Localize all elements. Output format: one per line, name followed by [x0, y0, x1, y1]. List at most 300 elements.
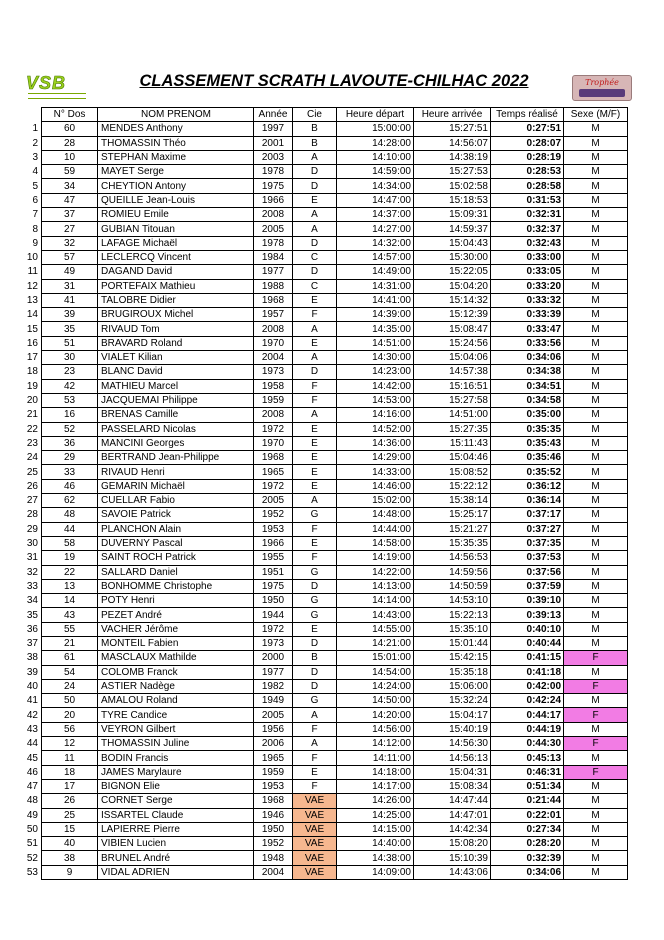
table-row: [12, 465, 628, 479]
dos-number: 19: [42, 551, 98, 565]
dos-number: 61: [42, 651, 98, 665]
trophy-logo-text: Trophée: [585, 78, 619, 87]
runner-name: THOMASSIN Théo: [98, 136, 254, 150]
finish-time: 15:10:39: [414, 851, 491, 865]
birth-year: 1977: [254, 265, 293, 279]
elapsed-time: 0:32:31: [491, 208, 564, 222]
category: A: [293, 494, 337, 508]
birth-year: 2006: [254, 737, 293, 751]
birth-year: 1953: [254, 779, 293, 793]
birth-year: 2008: [254, 408, 293, 422]
runner-name: RIVAUD Henri: [98, 465, 254, 479]
runner-name: QUEILLE Jean-Louis: [98, 193, 254, 207]
finish-time: 15:18:53: [414, 193, 491, 207]
col-header-arrivee: Heure arrivée: [414, 108, 491, 122]
table-row: [12, 837, 628, 851]
finish-time: 15:38:14: [414, 494, 491, 508]
runner-name: ROMIEU Emile: [98, 208, 254, 222]
col-header-dos: N° Dos: [42, 108, 98, 122]
runner-name: JACQUEMAI Philippe: [98, 393, 254, 407]
category: G: [293, 608, 337, 622]
table-row: [12, 565, 628, 579]
runner-name: TALOBRE Didier: [98, 293, 254, 307]
dos-number: 27: [42, 222, 98, 236]
elapsed-time: 0:35:43: [491, 436, 564, 450]
elapsed-time: 0:33:32: [491, 293, 564, 307]
birth-year: 1958: [254, 379, 293, 393]
table-row: [12, 608, 628, 622]
finish-time: 15:22:13: [414, 608, 491, 622]
col-header-sexe: Sexe (M/F): [564, 108, 628, 122]
table-row: [12, 179, 628, 193]
start-time: 14:49:00: [337, 265, 414, 279]
sex: M: [564, 208, 628, 222]
row-rank: 46: [26, 766, 38, 778]
sex: M: [564, 508, 628, 522]
birth-year: 1972: [254, 622, 293, 636]
finish-time: 15:27:58: [414, 393, 491, 407]
runner-name: CORNET Serge: [98, 794, 254, 808]
row-rank: 33: [26, 580, 38, 592]
col-header-depart: Heure départ: [337, 108, 414, 122]
row-rank: 21: [26, 409, 38, 421]
finish-time: 14:51:00: [414, 408, 491, 422]
sex: M: [564, 479, 628, 493]
runner-name: LECLERCQ Vincent: [98, 250, 254, 264]
elapsed-time: 0:32:37: [491, 222, 564, 236]
start-time: 14:29:00: [337, 451, 414, 465]
dos-number: 48: [42, 508, 98, 522]
sex: M: [564, 193, 628, 207]
sex: M: [564, 522, 628, 536]
sex: M: [564, 222, 628, 236]
runner-name: MONTEIL Fabien: [98, 636, 254, 650]
finish-time: 15:35:35: [414, 536, 491, 550]
elapsed-time: 0:21:44: [491, 794, 564, 808]
index-header: [12, 108, 42, 122]
birth-year: 1968: [254, 794, 293, 808]
row-rank: 39: [26, 666, 38, 678]
start-time: 15:00:00: [337, 122, 414, 136]
elapsed-time: 0:22:01: [491, 808, 564, 822]
start-time: 14:25:00: [337, 808, 414, 822]
sex: M: [564, 379, 628, 393]
runner-name: LAFAGE Michaël: [98, 236, 254, 250]
dos-number: 10: [42, 150, 98, 164]
dos-number: 58: [42, 536, 98, 550]
finish-time: 14:57:38: [414, 365, 491, 379]
start-time: 14:14:00: [337, 594, 414, 608]
row-rank: 7: [32, 209, 38, 221]
start-time: 14:53:00: [337, 393, 414, 407]
row-rank: 35: [26, 609, 38, 621]
category: D: [293, 679, 337, 693]
birth-year: 2008: [254, 208, 293, 222]
birth-year: 1959: [254, 765, 293, 779]
elapsed-time: 0:46:31: [491, 765, 564, 779]
start-time: 14:38:00: [337, 851, 414, 865]
trophy-logo-banner: [579, 89, 625, 97]
category: D: [293, 365, 337, 379]
runner-name: DUVERNY Pascal: [98, 536, 254, 550]
birth-year: 1984: [254, 250, 293, 264]
category: E: [293, 436, 337, 450]
row-rank: 27: [26, 495, 38, 507]
dos-number: 20: [42, 708, 98, 722]
sex: M: [564, 694, 628, 708]
row-rank: 38: [26, 652, 38, 664]
category: E: [293, 536, 337, 550]
elapsed-time: 0:35:46: [491, 451, 564, 465]
sex: M: [564, 494, 628, 508]
finish-time: 15:32:24: [414, 694, 491, 708]
row-rank: 47: [26, 781, 38, 793]
table-row: [12, 379, 628, 393]
row-rank: 43: [26, 723, 38, 735]
category: E: [293, 193, 337, 207]
dos-number: 50: [42, 694, 98, 708]
table-row: [12, 408, 628, 422]
start-time: 14:11:00: [337, 751, 414, 765]
runner-name: THOMASSIN Juline: [98, 737, 254, 751]
elapsed-time: 0:34:38: [491, 365, 564, 379]
elapsed-time: 0:34:06: [491, 865, 564, 879]
runner-name: BONHOMME Christophe: [98, 579, 254, 593]
table-row: [12, 293, 628, 307]
runner-name: VIDAL ADRIEN: [98, 865, 254, 879]
start-time: 14:50:00: [337, 694, 414, 708]
elapsed-time: 0:40:44: [491, 636, 564, 650]
table-row: [12, 136, 628, 150]
category: D: [293, 265, 337, 279]
elapsed-time: 0:33:05: [491, 265, 564, 279]
runner-name: ISSARTEL Claude: [98, 808, 254, 822]
start-time: 14:13:00: [337, 579, 414, 593]
runner-name: BLANC David: [98, 365, 254, 379]
start-time: 14:24:00: [337, 679, 414, 693]
finish-time: 14:42:34: [414, 822, 491, 836]
runner-name: BRUGIROUX Michel: [98, 308, 254, 322]
runner-name: BODIN Francis: [98, 751, 254, 765]
start-time: 14:21:00: [337, 636, 414, 650]
finish-time: 15:12:39: [414, 308, 491, 322]
birth-year: 1978: [254, 236, 293, 250]
birth-year: 2005: [254, 494, 293, 508]
birth-year: 1952: [254, 508, 293, 522]
row-rank: 14: [26, 309, 38, 321]
start-time: 14:31:00: [337, 279, 414, 293]
dos-number: 42: [42, 379, 98, 393]
sex: M: [564, 422, 628, 436]
col-header-annee: Année: [254, 108, 293, 122]
finish-time: 15:02:58: [414, 179, 491, 193]
elapsed-time: 0:27:51: [491, 122, 564, 136]
table-row: [12, 279, 628, 293]
sex: M: [564, 837, 628, 851]
row-rank: 31: [26, 552, 38, 564]
birth-year: 1951: [254, 565, 293, 579]
birth-year: 2004: [254, 865, 293, 879]
finish-time: 15:27:35: [414, 422, 491, 436]
sex: M: [564, 179, 628, 193]
finish-time: 15:22:05: [414, 265, 491, 279]
finish-time: 15:04:31: [414, 765, 491, 779]
finish-time: 15:27:51: [414, 122, 491, 136]
elapsed-time: 0:33:39: [491, 308, 564, 322]
table-row: [12, 536, 628, 550]
runner-name: BERTRAND Jean-Philippe: [98, 451, 254, 465]
elapsed-time: 0:37:53: [491, 551, 564, 565]
sex: M: [564, 536, 628, 550]
dos-number: 53: [42, 393, 98, 407]
results-table: [12, 107, 628, 880]
category: VAE: [293, 865, 337, 879]
runner-name: BRAVARD Roland: [98, 336, 254, 350]
birth-year: 1953: [254, 522, 293, 536]
row-rank: 36: [26, 623, 38, 635]
dos-number: 37: [42, 208, 98, 222]
category: D: [293, 636, 337, 650]
col-header-temps: Temps réalisé: [491, 108, 564, 122]
start-time: 14:46:00: [337, 479, 414, 493]
dos-number: 51: [42, 336, 98, 350]
row-rank: 45: [26, 752, 38, 764]
table-row: [12, 751, 628, 765]
dos-number: 13: [42, 579, 98, 593]
table-row: [12, 651, 628, 665]
table-row: [12, 779, 628, 793]
start-time: 14:40:00: [337, 837, 414, 851]
sex: M: [564, 236, 628, 250]
table-row: [12, 208, 628, 222]
runner-name: VACHER Jérôme: [98, 622, 254, 636]
elapsed-time: 0:27:34: [491, 822, 564, 836]
birth-year: 1968: [254, 451, 293, 465]
elapsed-time: 0:42:24: [491, 694, 564, 708]
elapsed-time: 0:44:30: [491, 737, 564, 751]
table-row: [12, 665, 628, 679]
table-row: [12, 594, 628, 608]
table-row: [12, 494, 628, 508]
birth-year: 1948: [254, 851, 293, 865]
finish-time: 15:04:06: [414, 351, 491, 365]
table-row: [12, 336, 628, 350]
category: G: [293, 694, 337, 708]
category: D: [293, 236, 337, 250]
runner-name: PEZET André: [98, 608, 254, 622]
dos-number: 17: [42, 779, 98, 793]
category: B: [293, 122, 337, 136]
row-rank: 44: [26, 738, 38, 750]
start-time: 14:41:00: [337, 293, 414, 307]
birth-year: 1968: [254, 293, 293, 307]
dos-number: 60: [42, 122, 98, 136]
birth-year: 1977: [254, 665, 293, 679]
runner-name: MASCLAUX Mathilde: [98, 651, 254, 665]
start-time: 14:58:00: [337, 536, 414, 550]
dos-number: 34: [42, 179, 98, 193]
sex: M: [564, 751, 628, 765]
birth-year: 1952: [254, 837, 293, 851]
row-rank: 20: [26, 395, 38, 407]
finish-time: 15:16:51: [414, 379, 491, 393]
finish-time: 15:08:52: [414, 465, 491, 479]
start-time: 14:54:00: [337, 665, 414, 679]
birth-year: 1956: [254, 722, 293, 736]
sex: M: [564, 122, 628, 136]
elapsed-time: 0:28:07: [491, 136, 564, 150]
elapsed-time: 0:35:00: [491, 408, 564, 422]
elapsed-time: 0:32:39: [491, 851, 564, 865]
table-row: [12, 508, 628, 522]
elapsed-time: 0:33:47: [491, 322, 564, 336]
sex: F: [564, 708, 628, 722]
runner-name: ASTIER Nadège: [98, 679, 254, 693]
start-time: 14:30:00: [337, 351, 414, 365]
runner-name: AMALOU Roland: [98, 694, 254, 708]
sex: M: [564, 808, 628, 822]
start-time: 14:09:00: [337, 865, 414, 879]
elapsed-time: 0:39:13: [491, 608, 564, 622]
elapsed-time: 0:36:12: [491, 479, 564, 493]
birth-year: 1950: [254, 822, 293, 836]
category: F: [293, 751, 337, 765]
category: E: [293, 765, 337, 779]
elapsed-time: 0:34:58: [491, 393, 564, 407]
runner-name: STEPHAN Maxime: [98, 150, 254, 164]
category: A: [293, 708, 337, 722]
category: B: [293, 651, 337, 665]
table-row: [12, 193, 628, 207]
finish-time: 15:04:20: [414, 279, 491, 293]
category: E: [293, 622, 337, 636]
sex: M: [564, 579, 628, 593]
sex: M: [564, 165, 628, 179]
trophy-logo: [572, 75, 632, 101]
row-rank: 1: [32, 123, 38, 135]
table-row: [12, 393, 628, 407]
finish-time: 15:27:53: [414, 165, 491, 179]
dos-number: 33: [42, 465, 98, 479]
table-row: [12, 522, 628, 536]
table-row: [12, 579, 628, 593]
start-time: 14:43:00: [337, 608, 414, 622]
row-rank: 3: [32, 152, 38, 164]
sex: M: [564, 822, 628, 836]
dos-number: 28: [42, 136, 98, 150]
elapsed-time: 0:37:35: [491, 536, 564, 550]
category: A: [293, 222, 337, 236]
row-rank: 30: [26, 538, 38, 550]
category: E: [293, 465, 337, 479]
finish-time: 15:30:00: [414, 250, 491, 264]
dos-number: 38: [42, 851, 98, 865]
start-time: 14:33:00: [337, 465, 414, 479]
table-row: [12, 765, 628, 779]
table-row: [12, 436, 628, 450]
runner-name: GEMARIN Michaël: [98, 479, 254, 493]
sex: M: [564, 794, 628, 808]
runner-name: BRENAS Camille: [98, 408, 254, 422]
elapsed-time: 0:32:43: [491, 236, 564, 250]
runner-name: SAVOIE Patrick: [98, 508, 254, 522]
start-time: 14:55:00: [337, 622, 414, 636]
finish-time: 15:09:31: [414, 208, 491, 222]
table-row: [12, 694, 628, 708]
birth-year: 1970: [254, 336, 293, 350]
start-time: 14:36:00: [337, 436, 414, 450]
row-rank: 32: [26, 566, 38, 578]
finish-time: 15:21:27: [414, 522, 491, 536]
table-row: [12, 308, 628, 322]
start-time: 14:32:00: [337, 236, 414, 250]
category: C: [293, 279, 337, 293]
dos-number: 54: [42, 665, 98, 679]
dos-number: 57: [42, 250, 98, 264]
col-header-cie: Cie: [293, 108, 337, 122]
runner-name: LAPIERRE Pierre: [98, 822, 254, 836]
finish-time: 15:01:44: [414, 636, 491, 650]
runner-name: PORTEFAIX Mathieu: [98, 279, 254, 293]
table-row: [12, 708, 628, 722]
start-time: 14:37:00: [337, 208, 414, 222]
runner-name: VEYRON Gilbert: [98, 722, 254, 736]
birth-year: 1965: [254, 465, 293, 479]
dos-number: 39: [42, 308, 98, 322]
elapsed-time: 0:28:19: [491, 150, 564, 164]
row-rank: 52: [26, 852, 38, 864]
birth-year: 2005: [254, 708, 293, 722]
sex: M: [564, 322, 628, 336]
category: F: [293, 379, 337, 393]
row-rank: 9: [32, 237, 38, 249]
finish-time: 14:38:19: [414, 150, 491, 164]
dos-number: 43: [42, 608, 98, 622]
runner-name: SAINT ROCH Patrick: [98, 551, 254, 565]
sex: M: [564, 365, 628, 379]
start-time: 14:28:00: [337, 136, 414, 150]
start-time: 14:12:00: [337, 737, 414, 751]
elapsed-time: 0:28:20: [491, 837, 564, 851]
category: VAE: [293, 808, 337, 822]
row-rank: 16: [26, 337, 38, 349]
table-row: [12, 322, 628, 336]
category: A: [293, 737, 337, 751]
start-time: 14:51:00: [337, 336, 414, 350]
dos-number: 21: [42, 636, 98, 650]
table-row: [12, 265, 628, 279]
dos-number: 32: [42, 236, 98, 250]
runner-name: MANCINI Georges: [98, 436, 254, 450]
elapsed-time: 0:33:00: [491, 250, 564, 264]
category: E: [293, 422, 337, 436]
runner-name: VIALET Kilian: [98, 351, 254, 365]
dos-number: 46: [42, 479, 98, 493]
start-time: 14:56:00: [337, 722, 414, 736]
row-rank: 13: [26, 295, 38, 306]
finish-time: 15:35:10: [414, 622, 491, 636]
category: G: [293, 508, 337, 522]
row-rank: 23: [26, 437, 38, 449]
row-rank: 48: [26, 795, 38, 807]
start-time: 14:35:00: [337, 322, 414, 336]
start-time: 14:17:00: [337, 779, 414, 793]
sex: M: [564, 865, 628, 879]
birth-year: 1972: [254, 422, 293, 436]
birth-year: 1966: [254, 536, 293, 550]
table-row: [12, 236, 628, 250]
birth-year: 2008: [254, 322, 293, 336]
